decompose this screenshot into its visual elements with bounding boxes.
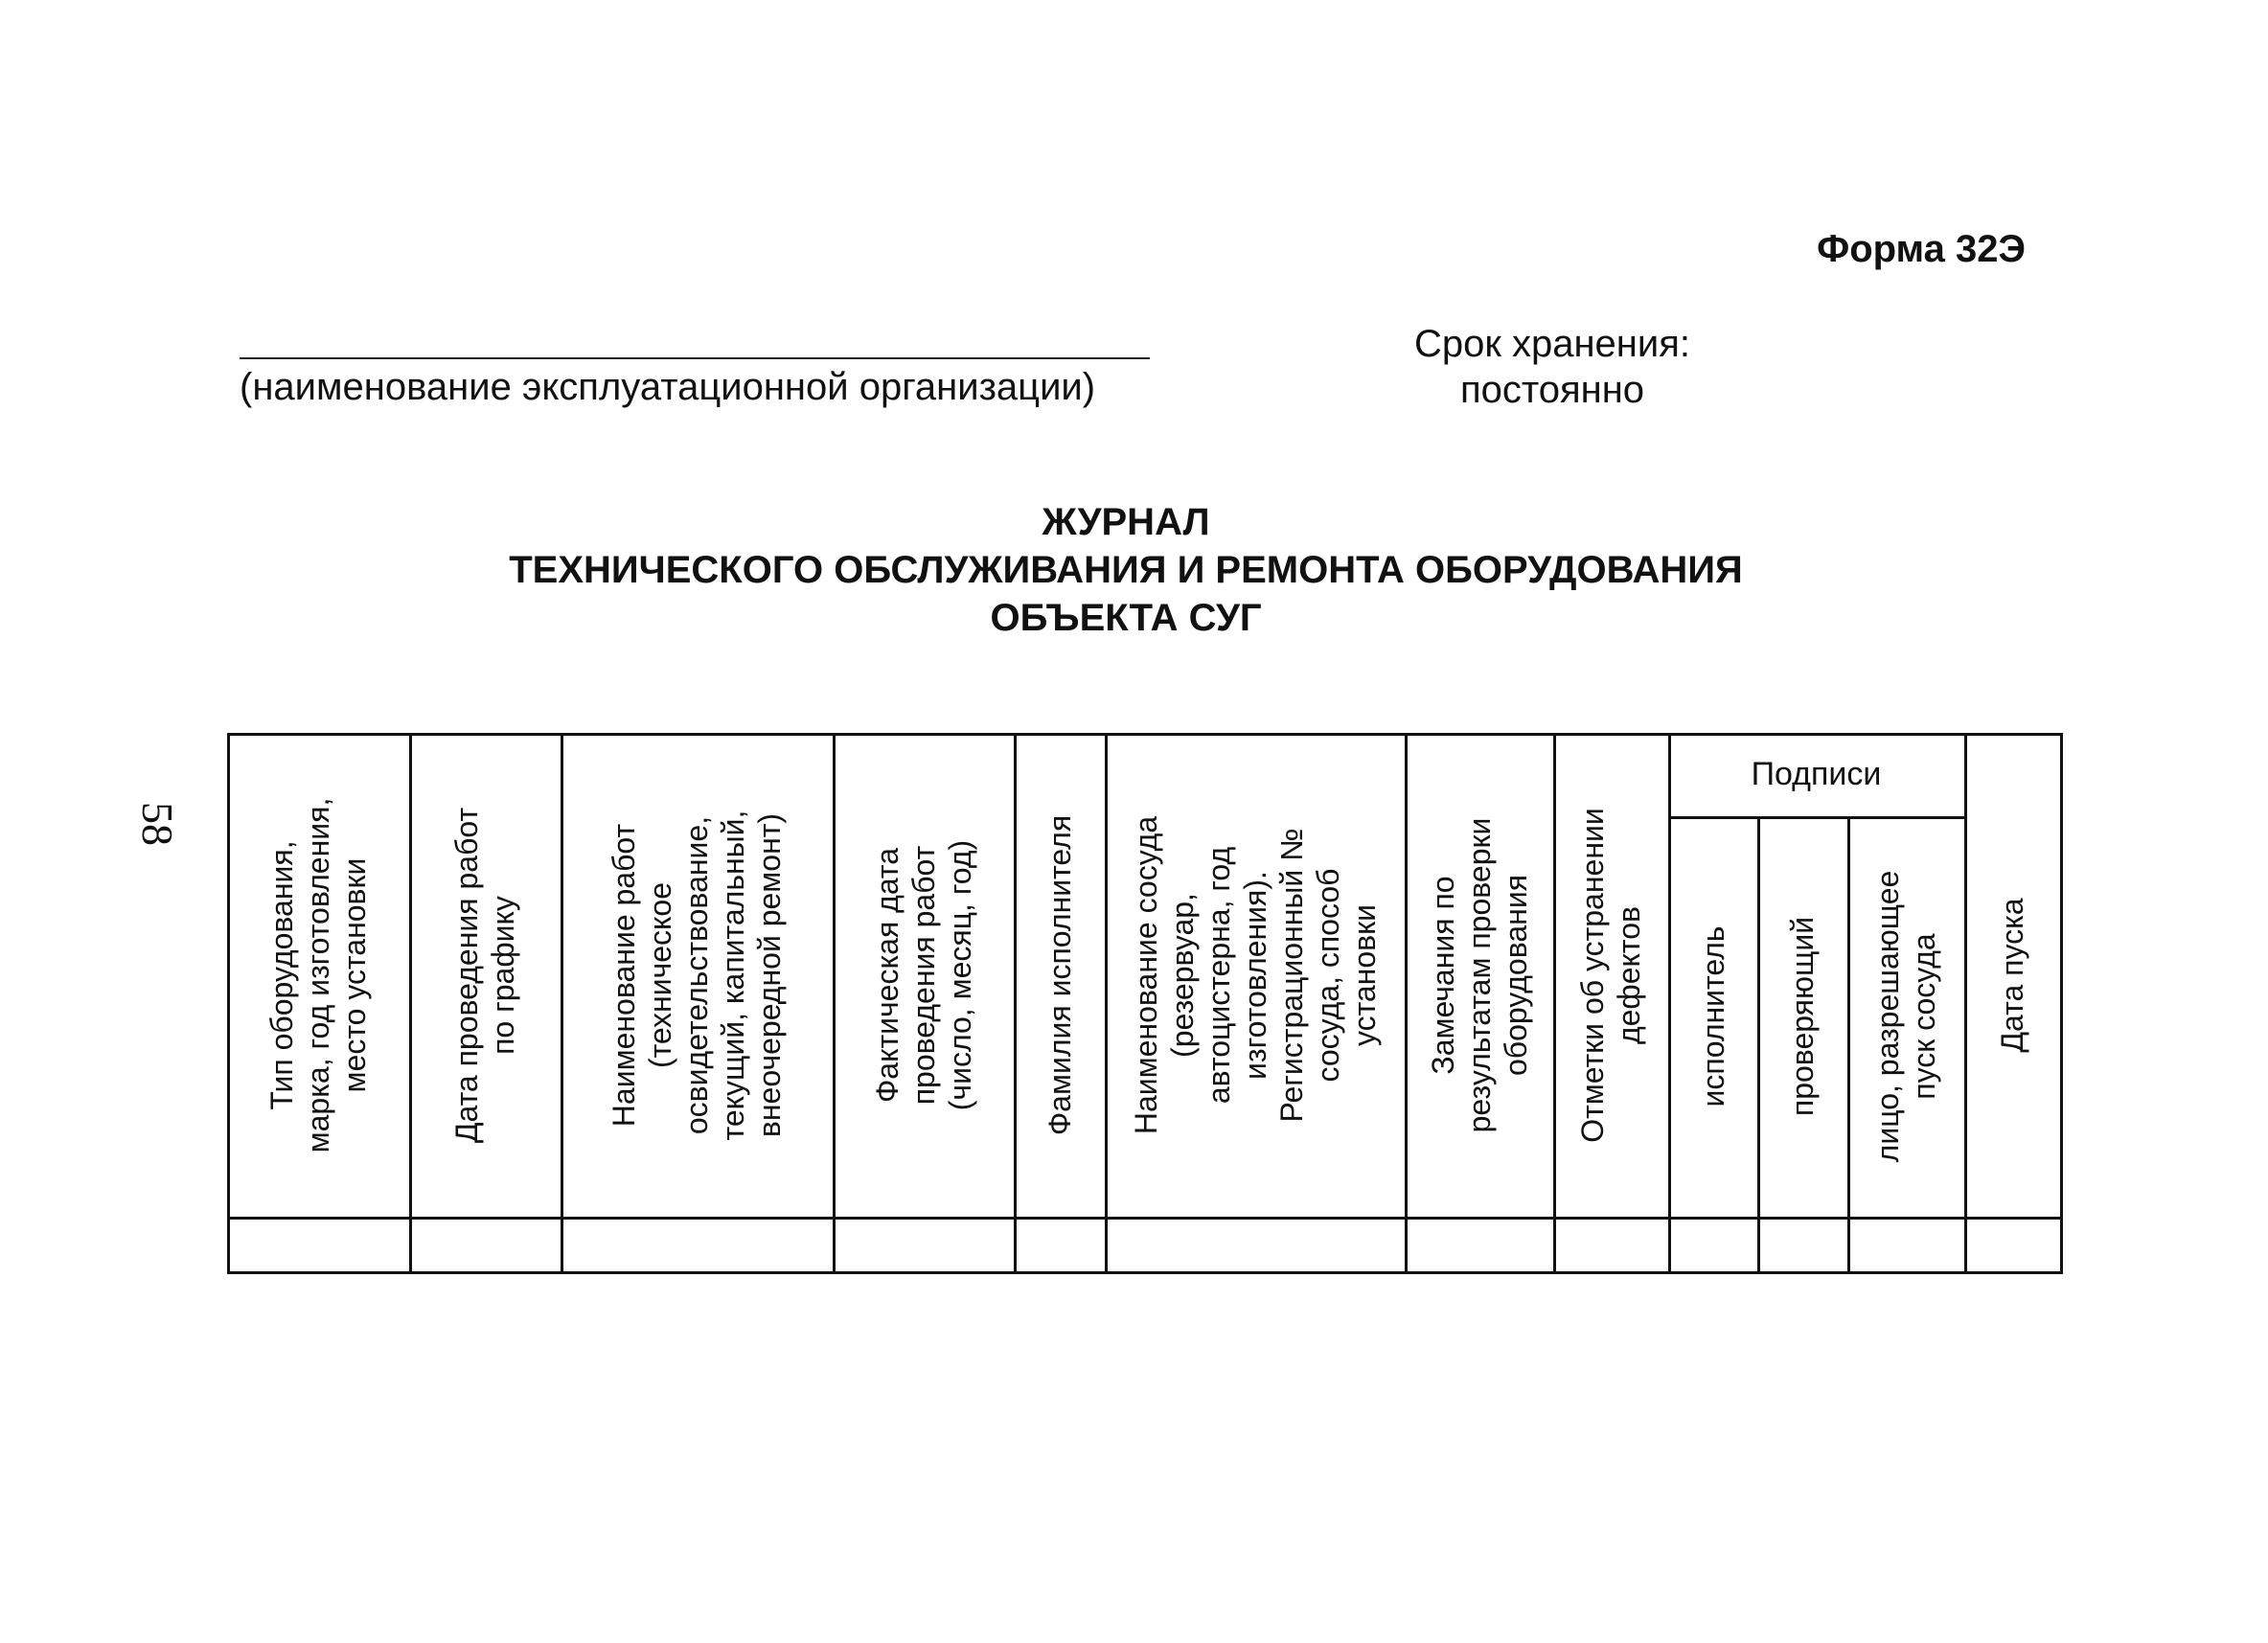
header-start-date [1964, 733, 2060, 1217]
header-equipment-type [227, 733, 409, 1217]
header-vessel-name [1105, 733, 1405, 1217]
retention-value: постоянно [1459, 369, 1645, 411]
header-signature-inspector [1757, 816, 1847, 1217]
header-signature-authorizer-label: лицо, разрешающее пуск сосуда [1870, 870, 1941, 1163]
header-work-name-label: Наименование работ (техническое освидетельствование, текущий, капитальный, внеочередной ремонт) [607, 810, 787, 1140]
retention-period [1380, 321, 1725, 413]
table-border-bottom [227, 1271, 2063, 1274]
header-signature-executor [1668, 816, 1757, 1217]
table-row-cell[interactable] [1553, 1217, 1668, 1271]
table-row-cell[interactable] [561, 1217, 833, 1271]
header-executor-name [1014, 733, 1105, 1217]
table-row-cell[interactable] [1847, 1217, 1964, 1271]
header-actual-date-label: Фактическая дата проведения работ (число, месяц, год) [869, 839, 977, 1110]
header-defect-notes [1553, 733, 1668, 1217]
table-row-cell[interactable] [227, 1217, 409, 1271]
header-scheduled-date [409, 733, 561, 1217]
header-signature-authorizer [1847, 816, 1964, 1217]
header-actual-date [833, 733, 1014, 1217]
header-inspection-remarks-label: Замечания по результатам проверки оборудования [1425, 817, 1533, 1132]
table-row-cell[interactable] [1014, 1217, 1105, 1271]
table-row-cell[interactable] [1105, 1217, 1405, 1271]
header-executor-name-label: Фамилия исполнителя [1042, 814, 1077, 1135]
header-start-date-label: Дата пуска [1995, 897, 2029, 1053]
title-line-1: ЖУРНАЛ [1042, 501, 1210, 543]
header-signatures-group-label: Подписи [1751, 756, 1882, 792]
header-signatures-group [1668, 733, 1964, 816]
table-row-cell[interactable] [1964, 1217, 2060, 1271]
title-line-2: ТЕХНИЧЕСКОГО ОБСЛУЖИВАНИЯ И РЕМОНТА ОБОРУДОВАНИЯ [509, 549, 1743, 591]
header-inspection-remarks [1405, 733, 1553, 1217]
header-vessel-name-label: Наименование сосуда (резервуар, автоцистерна, год изготовления). Регистрационный № сосуда, способ установки [1128, 815, 1382, 1134]
title-line-3: ОБЪЕКТА СУГ [990, 597, 1262, 639]
col-line [2060, 733, 2063, 1274]
header-work-name [561, 733, 833, 1217]
table-row-cell[interactable] [1405, 1217, 1553, 1271]
table-row-cell[interactable] [833, 1217, 1014, 1271]
journal-title [383, 498, 1868, 642]
table-row-cell[interactable] [409, 1217, 561, 1271]
header-signature-inspector-label: проверяющий [1785, 916, 1820, 1117]
journal-table [227, 733, 2063, 1274]
table-row-cell[interactable] [1668, 1217, 1757, 1271]
retention-label: Срок хранения: [1413, 323, 1691, 365]
header-defect-notes-label: Отметки об устранении дефектов [1575, 807, 1646, 1143]
header-signature-executor-label: исполнитель [1695, 925, 1730, 1107]
organization-name-line [240, 357, 1150, 359]
page-number: 58 [133, 802, 183, 846]
table-row-cell[interactable] [1757, 1217, 1847, 1271]
header-scheduled-date-label: Дата проведения работ по графику [449, 807, 520, 1143]
header-equipment-type-label: Тип оборудования, марка, год изготовления, место установки [264, 797, 372, 1152]
form-number: Форма 32Э [1817, 228, 2026, 270]
organization-caption: (наименование эксплуатационной организации) [240, 366, 1096, 408]
